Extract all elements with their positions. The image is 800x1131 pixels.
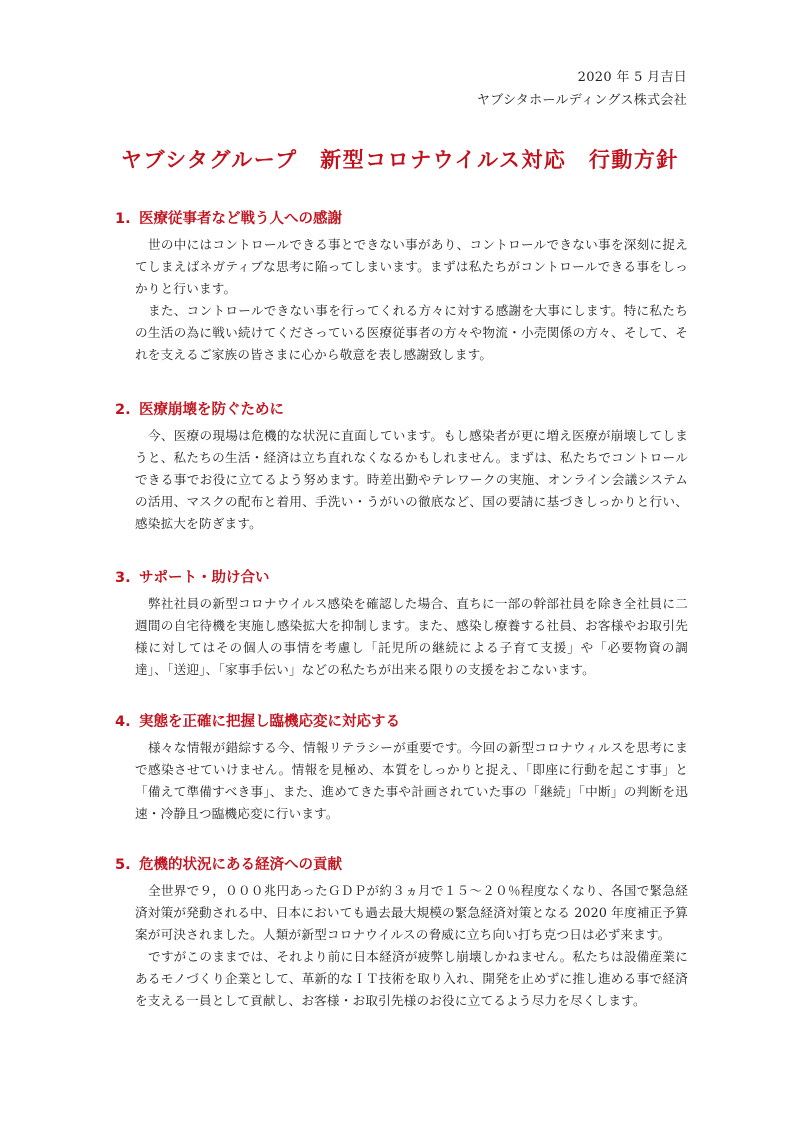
section-paragraph: 様々な情報が錯綜する今、情報リテラシーが重要です。今回の新型コロナウィルスを思考にまで感染させていけません。情報を見極め、本質をしっかりと捉え、「即座に行動を起こす事」と「備えて準備すべき事」、また、進めてきた事や計画されていた事の「継続」「中断」の判断を迅速・冷静且つ臨機応変に行います。 (135, 740, 688, 821)
section-prevent-medical-collapse (115, 398, 688, 535)
section-paragraph: また、コントロールできない事を行ってくれる方々に対する感謝を大事にします。特に私たちの生活の為に戦い続けてくださっている医療従事者の方々や物流・小売関係の方々、そして、それを支えるご家族の皆さまに心から敬意を表し感謝致します。 (135, 303, 688, 362)
section-heading (115, 566, 688, 587)
company-name: ヤブシタホールディングス株式会社 (476, 93, 687, 108)
section-heading-text: 実態を正確に把握し臨機応変に対応する (139, 714, 400, 730)
section-paragraph: ですがこのままでは、それより前に日本経済が疲弊し崩壊しかねません。私たちは設備産業にあるモノづくり企業として、革新的なＩＴ技術を取り入れ、開発を止めずに推し進める事で経済を支える一員として貢献し、お客様・お取引先様のお役に立てるよう尽力を尽くします。 (135, 949, 688, 1008)
section-number: 3. (115, 570, 131, 586)
document-title: ヤブシタグループ 新型コロナウイルス対応 行動方針 (121, 148, 679, 172)
section-number: 5. (115, 857, 131, 873)
section-number: 1. (115, 211, 131, 227)
section-adapt (115, 710, 688, 825)
section-support (115, 566, 688, 681)
section-heading (115, 207, 688, 228)
section-paragraph: 今、医療の現場は危機的な状況に直面しています。もし感染者が更に増え医療が崩壊してしまうと、私たちの生活・経済は立ち直れなくなるかもしれません。まずは、私たちでコントロールできる事でお役に立てるよう努めます。時差出勤やテレワークの実施、オンライン会議システムの活用、マスクの配布と着用、手洗い・うがいの徹底など、国の要請に基づきしっかりと行い、感染拡大を防ぎます。 (135, 428, 688, 531)
section-paragraph: 世の中にはコントロールできる事とできない事があり、コントロールできない事を深刻に捉えてしまえばネガティブな思考に陥ってしまいます。まずは私たちがコントロールできる事をしっかりと行います。 (135, 237, 688, 296)
section-heading (115, 710, 688, 731)
section-heading (115, 398, 688, 419)
section-gratitude (115, 207, 688, 366)
section-paragraph: 全世界で９，０００兆円あったＧＤＰが約３ヵ月で１５～２０％程度なくなり、各国で緊急経済対策が発動される中、日本においても過去最大規模の緊急経済対策となる 2020 年度補正予算案が可決されました。人類が新型コロナウイルスの脅威に立ち向い打ち克つ日は必ず来ます。 (135, 883, 689, 942)
section-number: 2. (115, 402, 131, 418)
section-heading-text: 医療従事者など戦う人への感謝 (139, 211, 342, 227)
section-heading-text: サポート・助け合い (139, 570, 270, 586)
section-paragraph: 弊社社員の新型コロナウイルス感染を確認した場合、直ちに一部の幹部社員を除き全社員に二週間の自宅待機を実施し感染拡大を抑制します。また、感染し療養する社員、お客様やお取引先様に対してはその個人の事情を考慮し「託児所の継続による子育て支援」や「必要物資の調達」、「送迎」、「家事手伝い」などの私たちが出来る限りの支援をおこないます。 (135, 596, 688, 677)
section-heading-text: 危機的状況にある経済への貢献 (139, 857, 342, 873)
section-economy (115, 853, 688, 1012)
document-date: 2020 年 5 月吉日 (577, 70, 687, 85)
section-heading-text: 医療崩壊を防ぐために (139, 402, 284, 418)
section-heading (115, 853, 688, 874)
section-number: 4. (115, 714, 131, 730)
